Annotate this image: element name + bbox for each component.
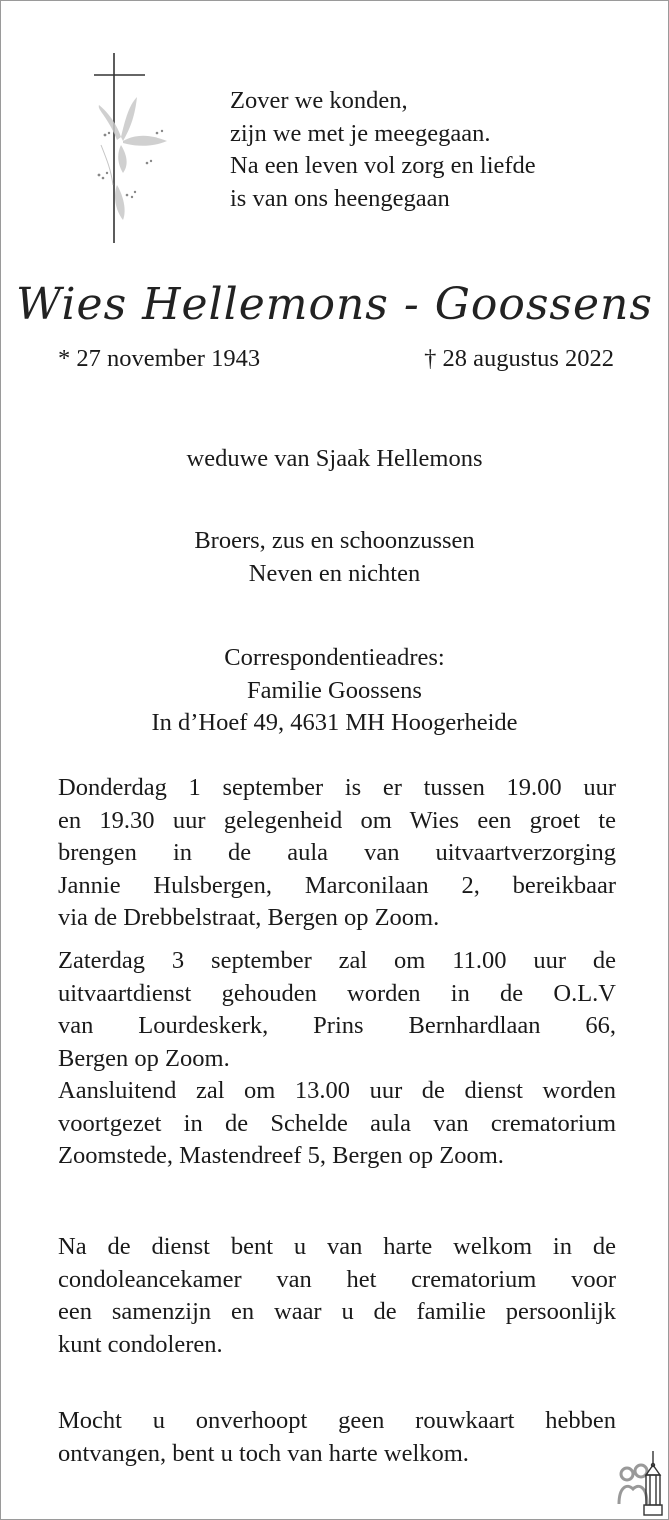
paragraph-service (58, 945, 616, 1173)
text-line: Zaterdag 3 september zal om 11.00 uur de (58, 947, 616, 974)
funeral-home-logo-icon (613, 1449, 668, 1519)
address-line: Correspondentieadres: (224, 644, 445, 671)
family-line: Broers, zus en schoonzussen (194, 527, 475, 554)
text-line: Jannie Hulsbergen, Marconilaan 2, bereikbaar (58, 871, 616, 899)
poem (230, 85, 536, 215)
text-line: Donderdag 1 september is er tussen 19.00 uur (58, 774, 616, 801)
correspondence-address (1, 642, 668, 740)
text-line: voortgezet in de Schelde aula van crematorium (58, 1109, 616, 1137)
text-line: brengen in de aula van uitvaartverzorging (58, 839, 616, 866)
text-line: condoleancekamer van het crematorium voor (58, 1265, 616, 1293)
cross-lily-icon (87, 45, 177, 250)
poem-line: Zover we konden, (230, 87, 408, 114)
poem-line: Na een leven vol zorg en liefde (230, 152, 536, 179)
text-line: ontvangen, bent u toch van harte welkom. (58, 1439, 469, 1467)
address-line: Familie Goossens (247, 676, 422, 704)
address-line: In d’Hoef 49, 4631 MH Hoogerheide (151, 709, 518, 736)
text-line: Mocht u onverhoopt geen rouwkaart hebben (58, 1407, 616, 1434)
poem-line: zijn we met je meegegaan. (230, 119, 491, 147)
birth-date: * 27 november 1943 (58, 345, 261, 372)
text-line: van Lourdeskerk, Prins Bernhardlaan 66, (58, 1012, 616, 1039)
text-line: Aansluitend zal om 13.00 uur de dienst worden (58, 1077, 616, 1104)
text-line: via de Drebbelstraat, Bergen op Zoom. (58, 904, 440, 931)
text-line: en 19.30 uur gelegenheid om Wies een groet te (58, 806, 616, 834)
text-line: Na de dienst bent u van harte welkom in de (58, 1233, 616, 1260)
widow-line: weduwe van Sjaak Hellemons (186, 445, 483, 472)
family-list (1, 525, 668, 590)
text-line: kunt condoleren. (58, 1330, 223, 1358)
paragraph-viewing (58, 772, 616, 935)
paragraph-closing (58, 1405, 616, 1470)
paragraph-condolences (58, 1231, 616, 1361)
text-line: een samenzijn en waar u de familie persoonlijk (58, 1298, 616, 1325)
poem-line: is van ons heengegaan (230, 184, 450, 212)
family-line: Neven en nichten (248, 559, 421, 587)
text-line: Zoomstede, Mastendreef 5, Bergen op Zoom. (58, 1142, 504, 1169)
text-line: uitvaartdienst gehouden worden in de O.L.V (58, 979, 616, 1007)
deceased-name: Wies Hellemons - Goossens (16, 279, 653, 330)
text-line: Bergen op Zoom. (58, 1044, 230, 1072)
death-date: † 28 augustus 2022 (424, 345, 614, 372)
